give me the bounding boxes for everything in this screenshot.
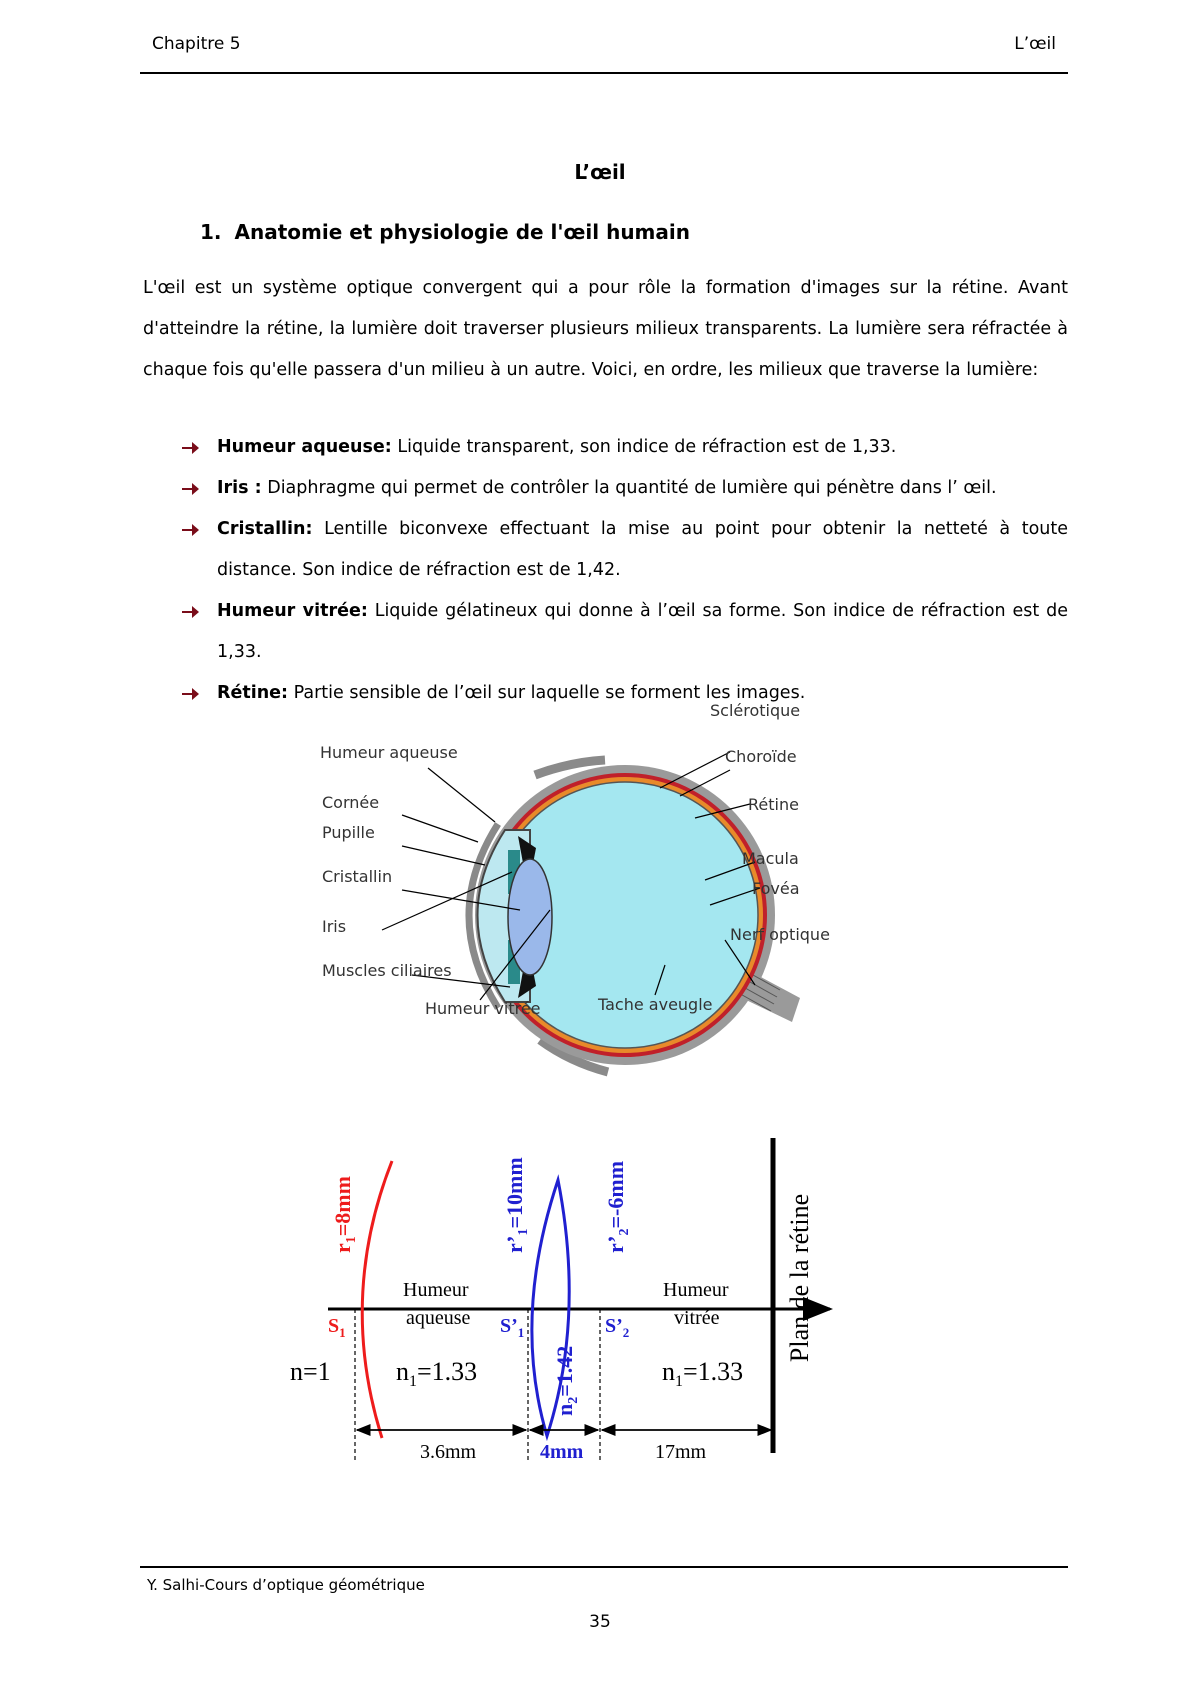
retina-plane-label: Plan de la rétine (785, 1193, 814, 1363)
footer-credit: Y. Salhi-Cours d’optique géométrique (147, 1576, 425, 1594)
label-humeur-aqueuse: Humeur aqueuse (320, 743, 458, 762)
list-item (180, 673, 1068, 714)
footer-rule (140, 1566, 1068, 1568)
bullet-text: Diaphragme qui permet de contrôler la quantité de lumière qui pénètre dans l’ œil. (261, 478, 997, 498)
label-retine: Rétine (748, 795, 799, 814)
arrow-bullet-icon (180, 438, 200, 458)
label-cristallin: Cristallin (322, 867, 393, 886)
bullet-text: Liquide gélatineux qui donne à l’œil sa forme. Son indice de réfraction est de 1,33. (217, 601, 1068, 662)
bullet-term: Iris : (217, 478, 262, 498)
bullet-term: Cristallin: (217, 519, 313, 539)
s1-label: $S_1$ (328, 1315, 346, 1340)
vitreous-label-line1: Humeur (663, 1279, 729, 1301)
arrow-bullet-icon (180, 684, 200, 704)
eye-optical-model-figure (290, 1118, 920, 1463)
distance-lens-retina: 17mm (655, 1441, 707, 1463)
sp1-label: $S’_1$ (500, 1315, 525, 1340)
sp2-label: $S’_2$ (605, 1315, 630, 1340)
bullet-text: Partie sensible de l’œil sur laquelle se forment les images. (288, 683, 806, 703)
page-header (140, 32, 1068, 74)
section-title: Anatomie et physiologie de l'œil humain (234, 220, 690, 244)
section-number: 1. (200, 220, 222, 244)
rp1-label: $r’_1=10mm$ (502, 1157, 531, 1253)
vitreous-label-line2: vitrée (674, 1307, 720, 1329)
media-list (180, 427, 1068, 714)
label-fovea: Fovéa (752, 879, 800, 898)
label-pupille: Pupille (322, 823, 375, 842)
aqueous-label-line2: aqueuse (406, 1307, 471, 1329)
n1-vitreous-label: $n_1=1.33$ (662, 1357, 744, 1390)
label-humeur-vitree: Humeur vitrée (425, 999, 541, 1018)
label-tache-aveugle: Tache aveugle (598, 995, 713, 1014)
eye-anatomy-figure (320, 701, 900, 1115)
n-air-label: n=1 (290, 1357, 331, 1386)
topic-label: L’œil (1014, 34, 1056, 54)
label-iris: Iris (322, 917, 347, 936)
distance-cornea-lens: 3.6mm (420, 1441, 477, 1463)
bullet-term: Rétine: (217, 683, 289, 703)
arrow-bullet-icon (180, 520, 200, 540)
rp2-label: $r’_2=-6mm$ (603, 1160, 632, 1253)
label-muscles-ciliaires: Muscles ciliaires (322, 961, 452, 980)
page-title: L’œil (574, 160, 626, 184)
cornea-surface (362, 1161, 392, 1438)
list-item (180, 468, 1068, 509)
n2-lens-label: $n_2=1.42$ (552, 1345, 581, 1416)
bullet-term: Humeur vitrée: (217, 601, 368, 621)
crystalline-lens-shape (508, 859, 552, 975)
list-item (180, 509, 1068, 591)
section-heading (200, 220, 690, 244)
chapter-label: Chapitre 5 (152, 34, 241, 54)
distance-lens-thickness: 4mm (540, 1441, 584, 1463)
arrow-bullet-icon (180, 479, 200, 499)
label-nerf-optique: Nerf optique (730, 925, 830, 944)
label-sclerotique: Sclérotique (710, 701, 801, 720)
bullet-text: Lentille biconvexe effectuant la mise au point pour obtenir la netteté à toute distance. Son indice de réfraction est de 1,42. (217, 519, 1068, 580)
arrow-bullet-icon (180, 602, 200, 622)
label-choroide: Choroïde (725, 747, 797, 766)
intro-paragraph: L'œil est un système optique convergent qui a pour rôle la formation d'images sur la rétine. Avant d'atteindre la rétine, la lumière doit traverser plusieurs milieux transparents. La lumière sera réfractée à chaque fois qu'elle passera d'un milieu à un autre. Voici, en ordre, les milieux que traverse la lumière: (143, 278, 1068, 380)
list-item (180, 427, 1068, 468)
n1-aqueous-label: $n_1=1.33$ (396, 1357, 478, 1390)
list-item (180, 591, 1068, 673)
page-number: 35 (589, 1612, 611, 1632)
bullet-text: Liquide transparent, son indice de réfraction est de 1,33. (391, 437, 897, 457)
label-macula: Macula (742, 849, 799, 868)
label-cornee: Cornée (322, 793, 380, 812)
aqueous-label-line1: Humeur (403, 1279, 469, 1301)
bullet-term: Humeur aqueuse: (217, 437, 392, 457)
r1-label: $r_1=8mm$ (330, 1176, 359, 1253)
